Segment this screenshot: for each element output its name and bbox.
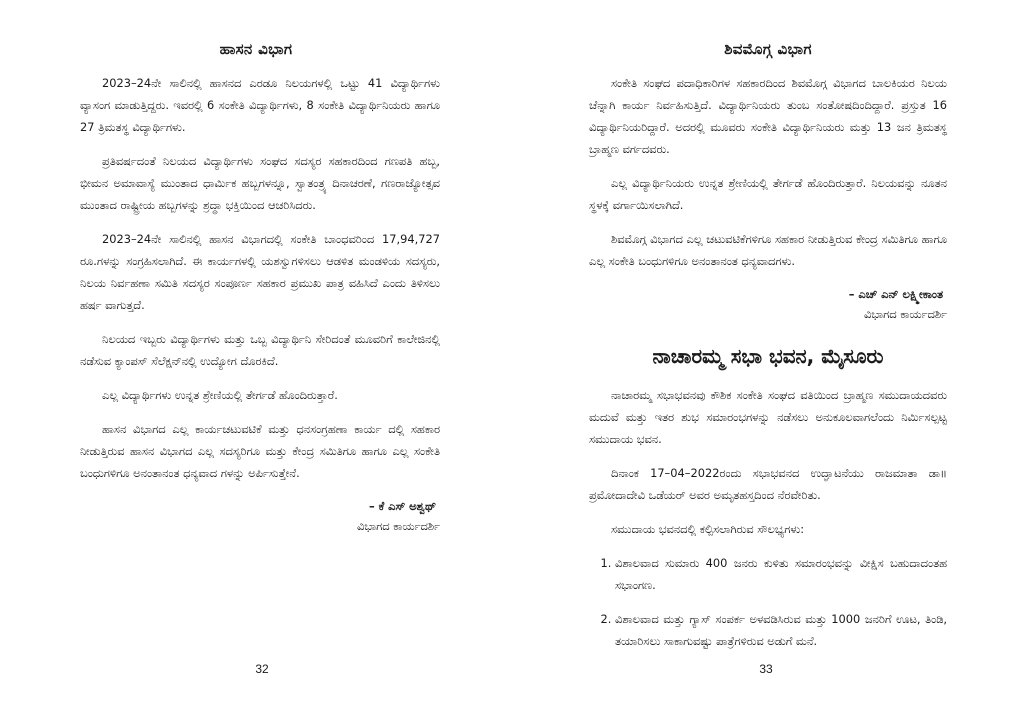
paragraph: ಎಲ್ಲ ವಿದ್ಯಾರ್ಥಿನಿಯರು ಉನ್ನತ ಶ್ರೇಣಿಯಲ್ಲಿ ತೇರ್ಗಡೆ ಹೊಂದಿರುತ್ತಾರೆ. ನಿಲಯವನ್ನು ನೂತನ ಸ್ಥಳಕ್ಕೆ ವರ್ಗಾಯಿಸಲಾಗಿದೆ. [589,176,947,212]
list-item: 1. ವಿಶಾಲವಾದ ಸುಮಾರು 400 ಜನರು ಕುಳಿತು ಸಮಾರಂಭವನ್ನು ವೀಕ್ಷಿಸ ಬಹುದಾದಂತಹ ಸಭಾಂಗಣ. [615,552,947,596]
paragraph: ಹಾಸನ ವಿಭಾಗದ ಎಲ್ಲ ಕಾರ್ಯಚಟುವಟಿಕೆ ಮತ್ತು ಧನಸಂಗ್ರಹಣಾ ಕಾರ್ಯ ದಲ್ಲಿ ಸಹಕಾರ ನೀಡುತ್ತಿರುವ ಹಾಸನ ವಿಭಾಗದ ಎಲ್ಲ ಸದಸ್ಯರಿಗೂ ಮತ್ತು ಕೇಂದ್ರ ಸಮಿತಿಗೂ ಹಾಗೂ ಎಲ್ಲ ಸಂಕೇತಿ ಬಂಧುಗಳಿಗೂ ಅನಂತಾನಂತ ಧನ್ಯವಾದ ಗಳನ್ನು ಅರ್ಪಿಸುತ್ತೇನೆ. [80,422,440,480]
page-number: 32 [255,662,269,676]
shivamogga-section-body [589,72,947,664]
paragraph: ದಿನಾಂಕ 17–04–2022ರಂದು ಸಭಾಭವನದ ಉದ್ಘಾಟನೆಯು ರಾಜಮಾತಾ ಡಾ॥ ಪ್ರಮೋದಾದೇವಿ ಒಡೆಯರ್ ಅವರ ಅಮೃತಹಸ್ತದಿಂದ ನೆರವೇರಿತು. [589,466,947,502]
signature-role: ವಿಭಾಗದ ಕಾರ್ಯದರ್ಶಿ [863,307,947,321]
paragraph: 2023–24ನೇ ಸಾಲಿನಲ್ಲಿ ಹಾಸನದ ಎರಡೂ ನಿಲಯಗಳಲ್ಲಿ ಒಟ್ಟು 41 ವಿದ್ಯಾರ್ಥಿಗಳು ವ್ಯಾಸಂಗ ಮಾಡುತ್ತಿದ್ದರು. ಇವರಲ್ಲಿ 6 ಸಂಕೇತಿ ವಿದ್ಯಾರ್ಥಿಗಳು, 8 ಸಂಕೇತಿ ವಿದ್ಯಾರ್ಥಿನಿಯರು ಹಾಗೂ 27 ತ್ರಿಮತಸ್ಥ ವಿದ್ಯಾರ್ಥಿಗಳು. [80,76,440,134]
page-number: 33 [759,662,773,676]
shivamogga-section-heading: ಶಿವಮೊಗ್ಗ ವಿಭಾಗ [724,40,812,58]
paragraph: ಪ್ರತಿವರ್ಷದಂತೆ ನಿಲಯದ ವಿದ್ಯಾರ್ಥಿಗಳು ಸಂಘದ ಸದಸ್ಯರ ಸಹಕಾರದಿಂದ ಗಣಪತಿ ಹಬ್ಬ, ಭೀಮನ ಅಮಾವಾಸ್ಯೆ ಮುಂತಾದ ಧಾರ್ಮಿಕ ಹಬ್ಬಗಳನ್ನೂ, ಸ್ವಾತಂತ್ರ್ಯ ದಿನಾಚರಣೆ, ಗಣರಾಜ್ಯೋತ್ಸವ ಮುಂತಾದ ರಾಷ್ಟ್ರೀಯ ಹಬ್ಬಗಳನ್ನು ಶ್ರದ್ಧಾ ಭಕ್ತಿಯಿಂದ ಆಚರಿಸಿದರು. [80,154,440,212]
paragraph: ನಾಚಾರಮ್ಮ ಸಭಾಭವನವು ಕೌಶಿಕ ಸಂಕೇತಿ ಸಂಘದ ವತಿಯಿಂದ ಬ್ರಾಹ್ಮಣ ಸಮುದಾಯದವರು ಮದುವೆ ಮತ್ತು ಇತರ ಶುಭ ಸಮಾರಂಭಗಳನ್ನು ನಡೆಸಲು ಅನುಕೂಲವಾಗಲೆಂದು ನಿರ್ಮಿಸಲ್ಪಟ್ಟ ಸಮುದಾಯ ಭವನ. [589,388,947,446]
hassan-section-body [80,72,440,536]
hall-section-heading: ನಾಚಾರಮ್ಮ ಸಭಾ ಭವನ, ಮೈಸೂರು [652,344,884,368]
signature-name: – ಎಚ್ ಎನ್ ಲಕ್ಷ್ಮೀಕಾಂತ [848,287,943,301]
signature-block [589,284,947,324]
signature-role: ವಿಭಾಗದ ಕಾರ್ಯದರ್ಶಿ [356,519,440,533]
paragraph: ಎಲ್ಲ ವಿದ್ಯಾರ್ಥಿಗಳು ಉನ್ನತ ಶ್ರೇಣಿಯಲ್ಲಿ ತೇರ್ಗಡೆ ಹೊಂದಿರುತ್ತಾರೆ. [102,388,338,402]
signature-name: – ಕೆ ಎಸ್ ಅಶ್ವಥ್ [368,499,436,513]
list-item: 2. ವಿಶಾಲವಾದ ಮತ್ತು ಗ್ಯಾಸ್ ಸಂಪರ್ಕ ಅಳವಡಿಸಿರುವ ಮತ್ತು 1000 ಜನರಿಗೆ ಊಟ, ತಿಂಡಿ, ತಯಾರಿಸಲು ಸಾಕಾಗುವಷ್ಟು ಪಾತ್ರೆಗಳಿರುವ ಅಡುಗೆ ಮನೆ. [615,608,947,652]
paragraph: ಶಿವಮೊಗ್ಗ ವಿಭಾಗದ ಎಲ್ಲ ಚಟುವಟಿಕೆಗಳಿಗೂ ಸಹಕಾರ ನೀಡುತ್ತಿರುವ ಕೇಂದ್ರ ಸಮಿತಿಗೂ ಹಾಗೂ ಎಲ್ಲ ಸಂಕೇತಿ ಬಂಧುಗಳಿಗೂ ಅನಂತಾನಂತ ಧನ್ಯವಾದಗಳು. [589,232,947,268]
signature-block [80,496,440,536]
right-page [512,0,1024,724]
facilities-list [589,552,947,652]
paragraph: ಸಂಕೇತಿ ಸಂಘದ ಪದಾಧಿಕಾರಿಗಳ ಸಹಕಾರದಿಂದ ಶಿವಮೊಗ್ಗ ವಿಭಾಗದ ಬಾಲಕಿಯರ ನಿಲಯ ಚೆನ್ನಾಗಿ ಕಾರ್ಯ ನಿರ್ವಹಿಸುತ್ತಿದೆ. ವಿದ್ಯಾರ್ಥಿನಿಯರು ತುಂಬ ಸಂತೋಷದಿಂದಿದ್ದಾರೆ. ಪ್ರಸ್ತುತ 16 ವಿದ್ಯಾರ್ಥಿನಿಯರಿದ್ದಾರೆ. ಅದರಲ್ಲಿ ಮೂವರು ಸಂಕೇತಿ ವಿದ್ಯಾರ್ಥಿನಿಯರು ಮತ್ತು 13 ಜನ ತ್ರಿಮತಸ್ಥ ಬ್ರಾಹ್ಮಣ ವರ್ಗದವರು. [589,76,947,156]
hassan-section-heading: ಹಾಸನ ವಿಭಾಗ [219,40,293,58]
paragraph: ಸಮುದಾಯ ಭವನದಲ್ಲಿ ಕಲ್ಪಿಸಲಾಗಿರುವ ಸೌಲಭ್ಯಗಳು: [611,522,805,536]
paragraph: ನಿಲಯದ ಇಬ್ಬರು ವಿದ್ಯಾರ್ಥಿಗಳು ಮತ್ತು ಒಬ್ಬ ವಿದ್ಯಾರ್ಥಿನಿ ಸೇರಿದಂತೆ ಮೂವರಿಗೆ ಕಾಲೇಜಿನಲ್ಲಿ ನಡೆಸುವ ಕ್ಯಾಂಪಸ್ ಸೆಲೆಕ್ಷನ್‌ನಲ್ಲಿ ಉದ್ಯೋಗ ದೊರಕಿದೆ. [80,332,440,368]
paragraph: 2023–24ನೇ ಸಾಲಿನಲ್ಲಿ ಹಾಸನ ವಿಭಾಗದಲ್ಲಿ ಸಂಕೇತಿ ಬಾಂಧವರಿಂದ 17,94,727 ರೂ.ಗಳನ್ನು ಸಂಗ್ರಹಿಸಲಾಗಿದೆ. ಈ ಕಾರ್ಯಗಳಲ್ಲಿ ಯಶಸ್ವುಗಳಿಸಲು ಆಡಳಿತ ಮಂಡಳಿಯ ಸದಸ್ಯರು, ನಿಲಯ ನಿರ್ವಹಣಾ ಸಮಿತಿ ಸದಸ್ಯರ ಸಂಪೂರ್ಣ ಸಹಕಾರ ಪ್ರಮುಖ ಪಾತ್ರ ವಹಿಸಿದೆ ಎಂದು ತಿಳಿಸಲು ಹರ್ಷ ವಾಗುತ್ತದೆ. [80,232,440,312]
